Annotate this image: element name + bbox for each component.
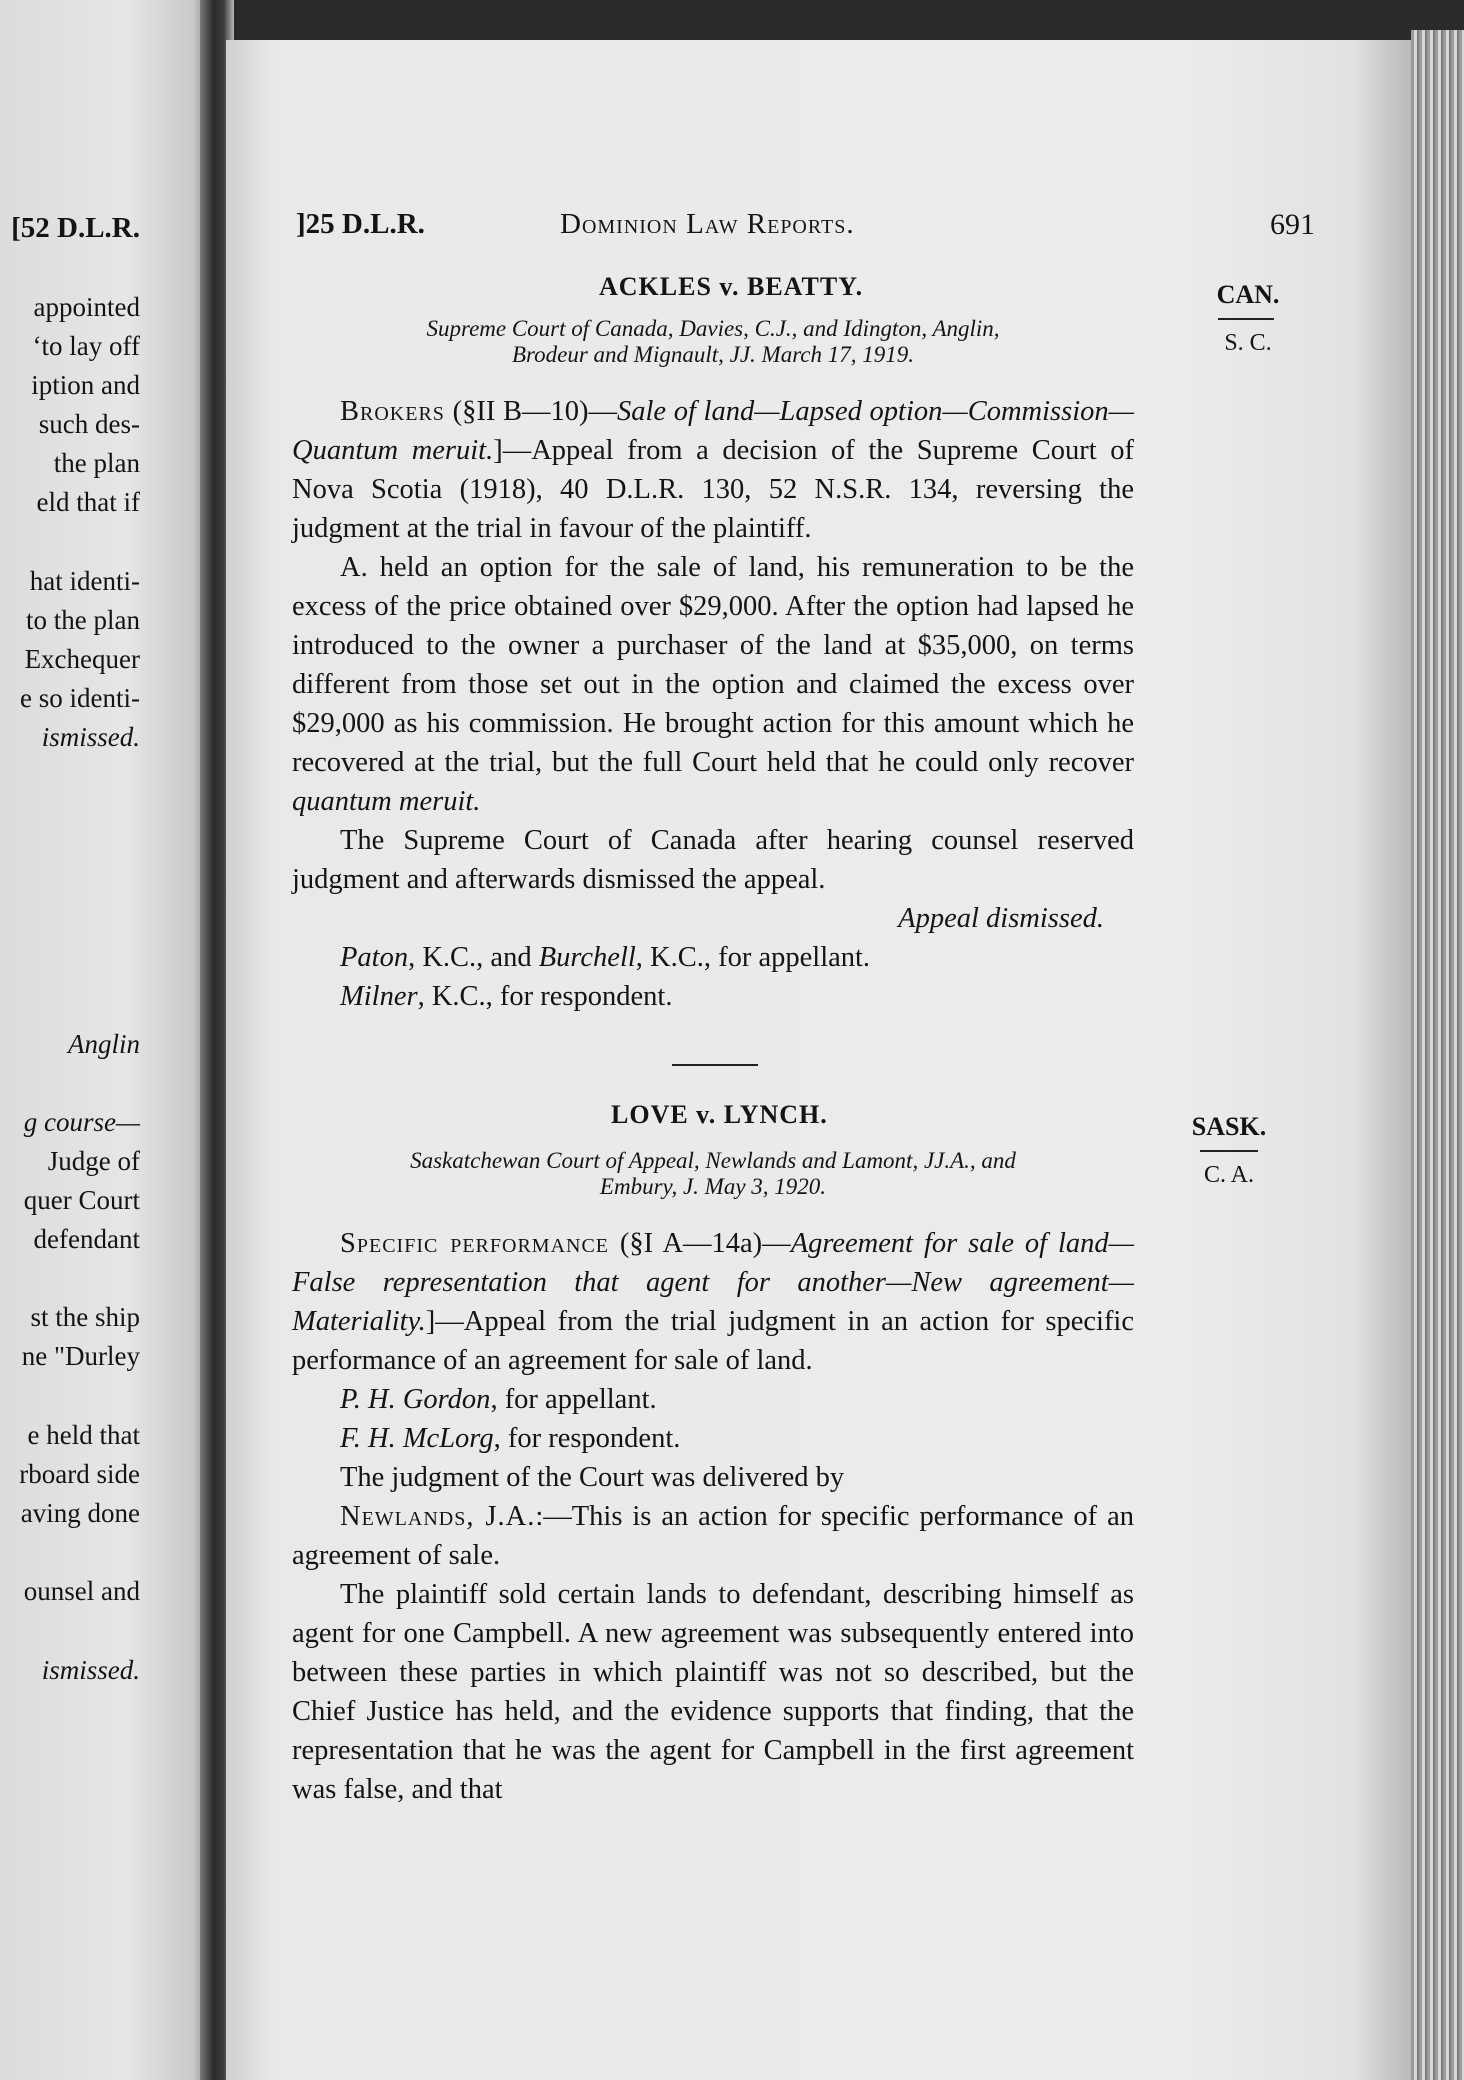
left-page-fragment: ne "Durley [21, 1341, 140, 1371]
case1-title: ACKLES v. BEATTY. [599, 272, 864, 301]
case-separator [672, 1064, 758, 1066]
case2-court-line-1: Saskatchewan Court of Appeal, Newlands and Lamont, JJ.A., and [410, 1148, 1016, 1173]
left-page-fragment: rboard side [19, 1459, 140, 1489]
header-volume: ]25 D.L.R. [296, 208, 425, 240]
left-page-fragment: the plan [53, 448, 140, 478]
case2-jurisdiction: SASK. [1191, 1112, 1267, 1141]
left-page-fragment: such des- [38, 409, 140, 439]
case2-counsel-appellant: P. H. Gordon, for appellant. [340, 1384, 657, 1415]
left-page-fragment: Judge of [47, 1146, 140, 1176]
case1-jurisdiction: CAN. [1216, 280, 1280, 309]
case2-paragraph: The plaintiff sold certain lands to defendant, describing himself as agent for one Campbell. A new agreement was subsequently entered into between these parties in which plaintiff was not so described, but the Chief Justice has held, and the evidence supports that finding, that the representation that he was the agent for Campbell in the first agreement was false, and that [292, 1579, 1134, 1805]
case2-judgment-opening: Newlands, J.A.:—This is an action for specific performance of an agreement of sale. [292, 1501, 1134, 1571]
case1-court-abbrev: S. C. [1224, 330, 1272, 356]
left-page-fragment: st the ship [30, 1302, 140, 1332]
case2-delivered-by: The judgment of the Court was delivered by [340, 1462, 845, 1493]
case2-margin-rule [1200, 1150, 1258, 1152]
left-page [0, 0, 210, 2080]
case1-court-line-2: Brodeur and Mignault, JJ. March 17, 1919. [511, 342, 915, 367]
left-page-fragment: eld that if [36, 487, 140, 517]
case1-counsel-respondent: Milner, K.C., for respondent. [340, 981, 673, 1012]
left-page-fragment: [52 D.L.R. [11, 212, 140, 244]
case1-margin-rule [1218, 318, 1274, 320]
left-page-fragment: Exchequer [24, 644, 140, 674]
case2-title: LOVE v. LYNCH. [611, 1100, 828, 1129]
left-page-fragment: ‘to lay off [32, 331, 140, 361]
left-page-fragment: e held that [27, 1420, 140, 1450]
left-page-fragment: ismissed. [41, 722, 140, 752]
left-page-fragment: ounsel and [23, 1576, 140, 1606]
left-page-fragment: quer Court [23, 1185, 140, 1215]
left-page-fragment: appointed [33, 292, 140, 322]
left-page-fragment: hat identi- [29, 566, 140, 596]
case2-counsel-respondent: F. H. McLorg, for respondent. [340, 1423, 681, 1454]
left-page-fragment: iption and [31, 370, 140, 400]
case2-court-abbrev: C. A. [1203, 1162, 1254, 1188]
page-number: 691 [1270, 208, 1315, 241]
left-page-fragment: g course— [23, 1107, 140, 1137]
left-page-fragment: aving done [20, 1498, 140, 1528]
left-page-fragment: e so identi- [20, 683, 140, 713]
page-edges [1411, 30, 1464, 2080]
case2-body [292, 1224, 1134, 1809]
case1-counsel-appellant: Paton, K.C., and Burchell, K.C., for appellant. [340, 942, 871, 973]
case1-paragraph-2: The Supreme Court of Canada after hearing counsel reserved judgment and afterwards dismissed the appeal. [292, 825, 1134, 895]
case1-body [292, 392, 1134, 1016]
case1-headnote: Brokers (§II B—10)—Sale of land—Lapsed option—Commission—Quantum meruit.]—Appeal from a decision of the Supreme Court of Nova Scotia (1918), 40 D.L.R. 130, 52 N.S.R. 134, reversing the judgment at the trial in favour of the plaintiff. [292, 396, 1134, 544]
left-page-fragment: defendant [33, 1224, 140, 1254]
case2-court-line-2: Embury, J. May 3, 1920. [599, 1174, 827, 1199]
left-page-fragment: Anglin [68, 1029, 140, 1059]
case1-disposition: Appeal dismissed. [898, 903, 1104, 934]
left-page-fragment: ismissed. [41, 1655, 140, 1685]
case1-court-line-1: Supreme Court of Canada, Davies, C.J., and Idington, Anglin, [426, 316, 1000, 341]
case1-paragraph-1: A. held an option for the sale of land, his remuneration to be the excess of the price obtained over $29,000. After the option had lapsed he introduced to the owner a purchaser of the land at $35,000, on terms different from those set out in the option and claimed the excess over $29,000 as his commission. He brought action for this amount which he recovered at the trial, but the full Court held that he could only recover quantum meruit. [292, 552, 1134, 817]
header-title: Dominion Law Reports. [560, 208, 855, 240]
case2-headnote: Specific performance (§I A—14a)—Agreement for sale of land—False representation that agent for another—New agreement—Materiality.]—Appeal from the trial judgment in an action for specific performance of an agreement for sale of land. [292, 1228, 1134, 1376]
left-page-fragment: to the plan [26, 605, 140, 635]
